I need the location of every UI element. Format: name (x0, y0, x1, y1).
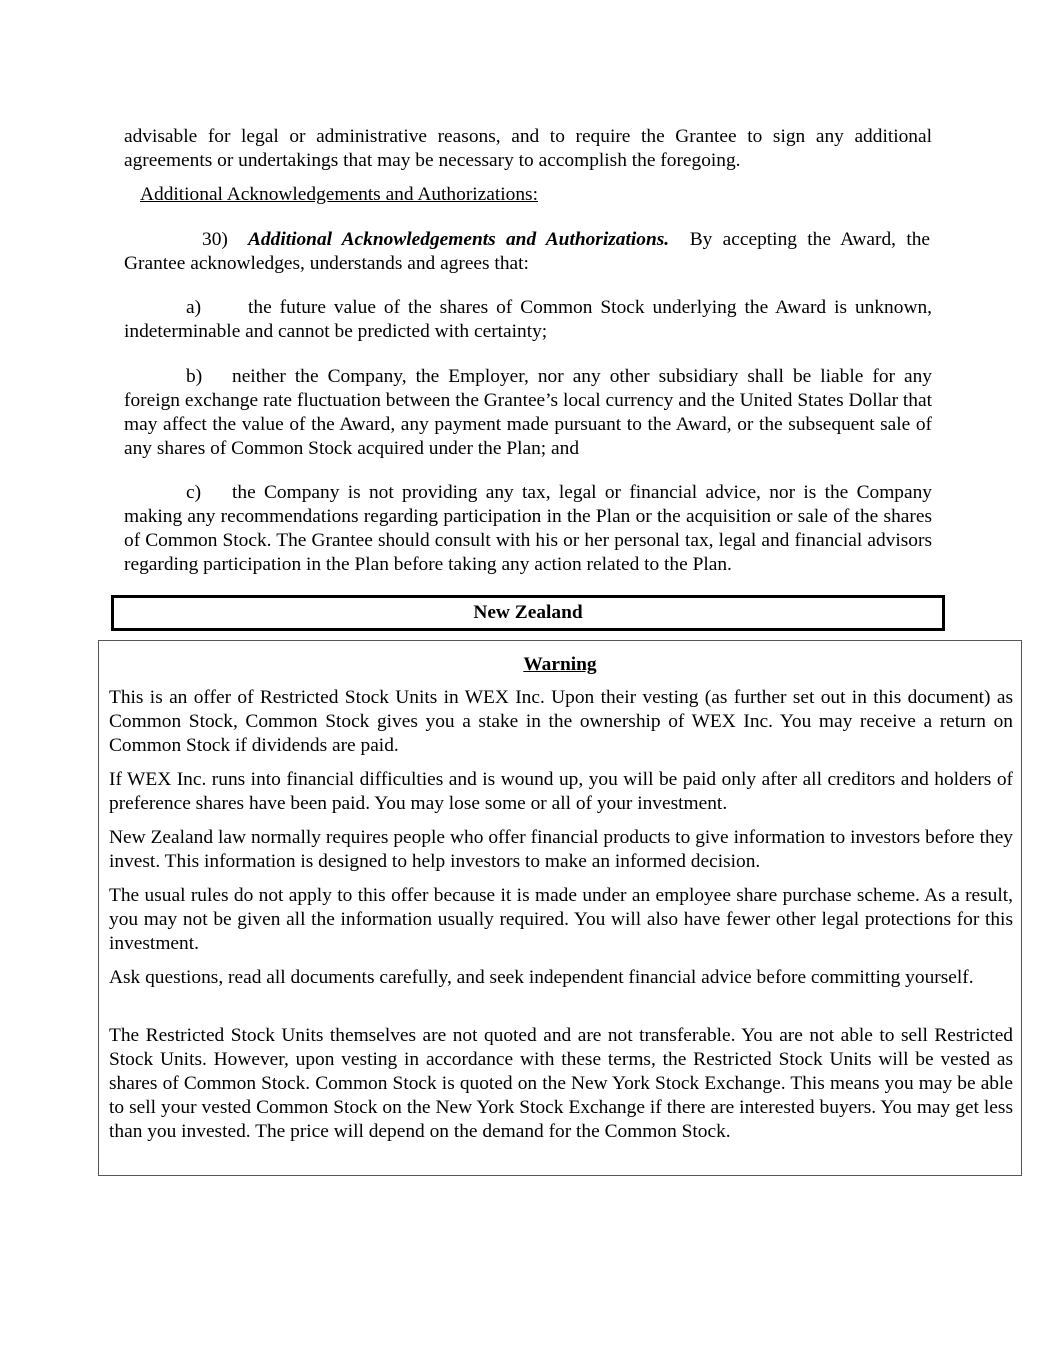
item-a-label: a) (186, 297, 202, 318)
item-c-text: the Company is not providing any tax, legal or financial advice, nor is the Company making any recommendations regarding participation in the Plan or the acquisition or sale of the shares of Common Stock. The Grantee should consult with his or her personal tax, legal and financial advisors regarding participation in the Plan before taking any action related to the Plan. (124, 482, 932, 575)
section-30-paragraph (124, 228, 930, 276)
item-a-paragraph (124, 296, 932, 344)
warning-paragraph-4: The usual rules do not apply to this offer because it is made under an employee share purchase scheme. As a result, you may not be given all the information usually required. You will also have fewer other legal protections for this investment. (109, 885, 1013, 954)
warning-paragraph-3: New Zealand law normally requires people who offer financial products to give information to investors before they invest. This information is designed to help investors to make an informed decision. (109, 827, 1013, 872)
section-30-text: By accepting the Award, the Grantee acknowledges, understands and agrees that: (124, 229, 931, 274)
warning-title: Warning (523, 654, 597, 675)
intro-paragraph: advisable for legal or administrative reasons, and to require the Grantee to sign any additional agreements or undertakings that may be necessary to accomplish the foregoing. (124, 126, 932, 171)
section-heading: Additional Acknowledgements and Authorizations: (140, 184, 538, 205)
warning-box (98, 640, 1022, 1176)
warning-paragraph-6: The Restricted Stock Units themselves are not quoted and are not transferable. You are not able to sell Restricted Stock Units. However, upon vesting in accordance with these terms, the Restricted Stock Units will be vested as shares of Common Stock. Common Stock is quoted on the New York Stock Exchange. This means you may be able to sell your vested Common Stock on the New York Stock Exchange if there are interested buyers. You may get less than you invested. The price will depend on the demand for the Common Stock. (109, 1025, 1013, 1142)
item-c-paragraph (124, 481, 932, 577)
country-header: New Zealand (473, 602, 583, 623)
warning-paragraph-5: Ask questions, read all documents carefully, and seek independent financial advice before committing yourself. (109, 967, 974, 988)
section-30-title: Additional Acknowledgements and Authorizations. (248, 229, 670, 250)
item-b-text: neither the Company, the Employer, nor any other subsidiary shall be liable for any foreign exchange rate fluctuation between the Grantee’s local currency and the United States Dollar that may affect the value of the Award, any payment made pursuant to the Award, or the subsequent sale of any shares of Common Stock acquired under the Plan; and (124, 366, 932, 459)
item-b-paragraph (124, 365, 932, 461)
warning-paragraph-2: If WEX Inc. runs into financial difficulties and is wound up, you will be paid only after all creditors and holders of preference shares have been paid. You may lose some or all of your investment. (109, 769, 1013, 814)
section-30-number: 30) (202, 229, 228, 250)
country-header-box (111, 595, 945, 631)
item-b-label: b) (186, 366, 203, 387)
item-a-text: the future value of the shares of Common Stock underlying the Award is unknown, indeterminable and cannot be predicted with certainty; (124, 297, 932, 342)
warning-paragraph-1: This is an offer of Restricted Stock Units in WEX Inc. Upon their vesting (as further set out in this document) as Common Stock, Common Stock gives you a stake in the ownership of WEX Inc. You may receive a return on Common Stock if dividends are paid. (109, 687, 1013, 756)
item-c-label: c) (186, 482, 202, 503)
